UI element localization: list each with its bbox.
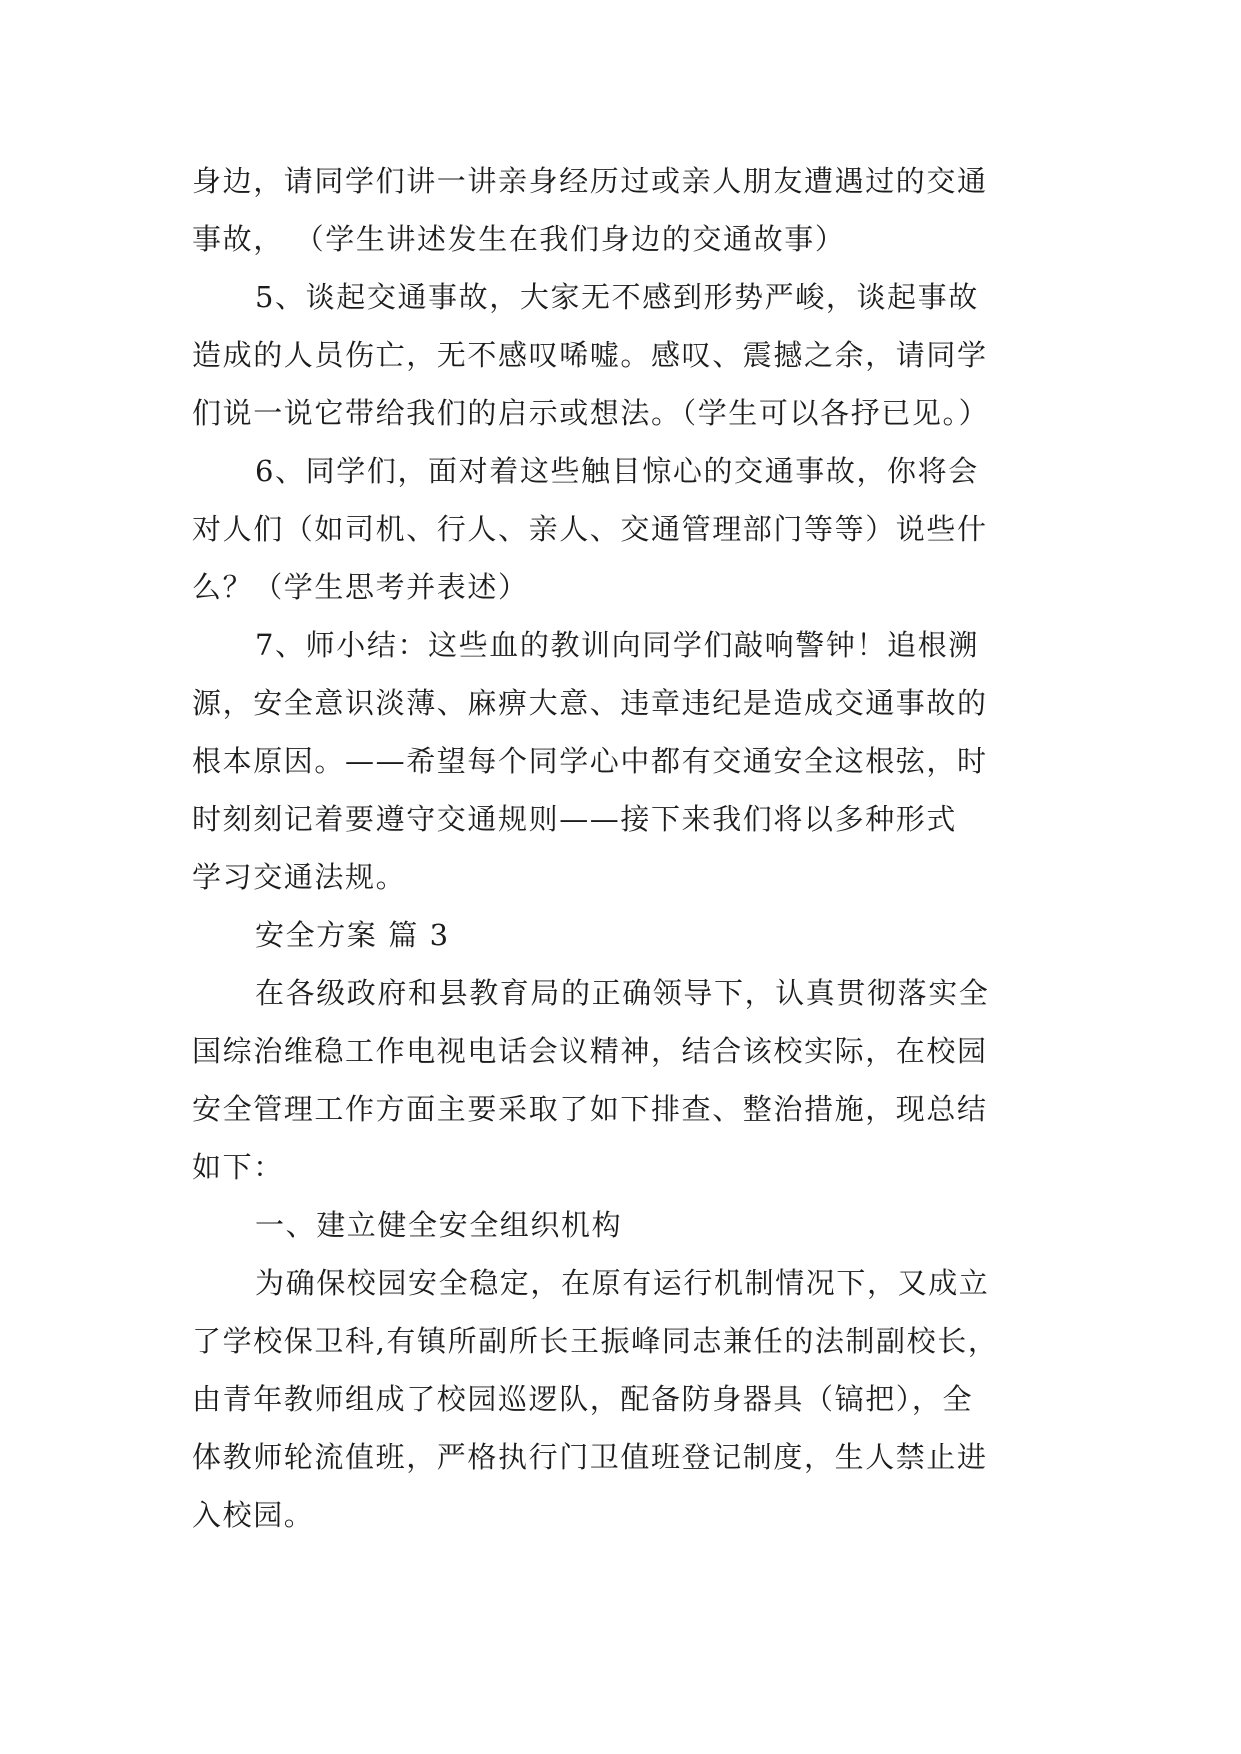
text-line: 安全方案 篇 3 xyxy=(255,918,450,952)
text-line: 源，安全意识淡薄、麻痹大意、违章违纪是造成交通事故的 xyxy=(192,686,988,720)
text-line: 6、同学们，面对着这些触目惊心的交通事故，你将会 xyxy=(255,454,979,488)
text-line: 体教师轮流值班，严格执行门卫值班登记制度，生人禁止进 xyxy=(192,1440,988,1474)
document-body xyxy=(192,152,1052,1544)
text-line: 事故， （学生讲述发生在我们身边的交通故事） xyxy=(192,222,846,256)
text-line: 安全管理工作方面主要采取了如下排查、整治措施，现总结 xyxy=(192,1092,988,1126)
text-line: 造成的人员伤亡，无不感叹唏嘘。感叹、震撼之余，请同学 xyxy=(192,338,988,372)
text-line: 了学校保卫科,有镇所副所长王振峰同志兼任的法制副校长， xyxy=(192,1324,999,1358)
text-line: 么？（学生思考并表述） xyxy=(192,570,529,604)
text-line: 对人们（如司机、行人、亲人、交通管理部门等等）说些什 xyxy=(192,512,988,546)
text-line: 在各级政府和县教育局的正确领导下，认真贯彻落实全 xyxy=(255,976,990,1010)
text-line: 由青年教师组成了校园巡逻队，配备防身器具（镐把），全 xyxy=(192,1382,974,1416)
text-line: 时刻刻记着要遵守交通规则——接下来我们将以多种形式 xyxy=(192,802,958,836)
text-line: 国综治维稳工作电视电话会议精神，结合该校实际，在校园 xyxy=(192,1034,988,1068)
text-line: 们说一说它带给我们的启示或想法。（学生可以各抒已见。） xyxy=(192,396,990,430)
text-line: 为确保校园安全稳定，在原有运行机制情况下，又成立 xyxy=(255,1266,990,1300)
text-line: 身边，请同学们讲一讲亲身经历过或亲人朋友遭遇过的交通 xyxy=(192,164,988,198)
text-line: 入校园。 xyxy=(192,1498,315,1532)
text-line: 如下： xyxy=(192,1150,284,1184)
text-line: 7、师小结：这些血的教训向同学们敲响警钟！追根溯 xyxy=(255,628,979,662)
text-line: 根本原因。——希望每个同学心中都有交通安全这根弦，时 xyxy=(192,744,988,778)
text-line: 学习交通法规。 xyxy=(192,860,407,894)
text-line: 一、建立健全安全组织机构 xyxy=(255,1208,623,1242)
text-line: 5、谈起交通事故，大家无不感到形势严峻，谈起事故 xyxy=(255,280,979,314)
